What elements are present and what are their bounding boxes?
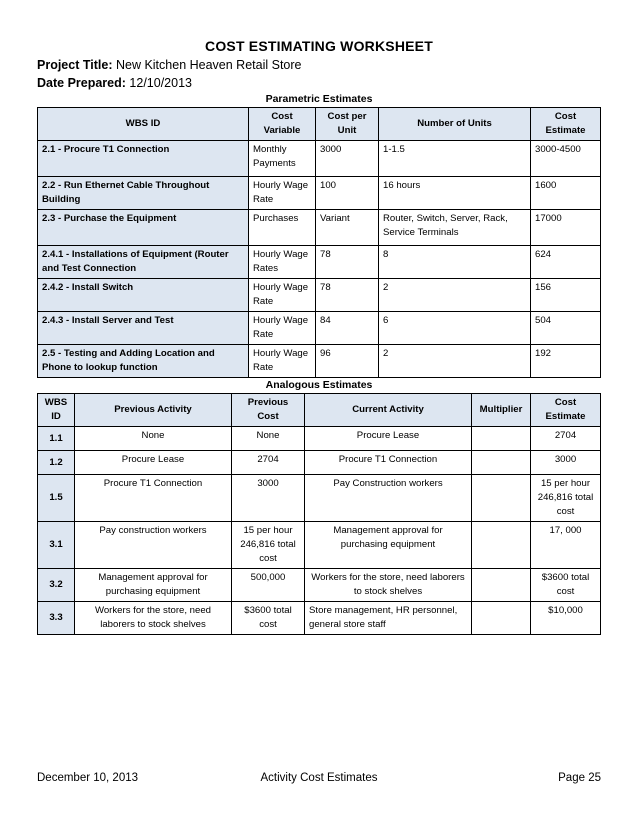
col-cost-estimate: Cost Estimate [531, 394, 601, 427]
table-cell: 3000-4500 [531, 141, 601, 177]
table-cell: $10,000 [531, 602, 601, 635]
table-row [38, 177, 601, 210]
table-cell [472, 522, 531, 569]
table-row [38, 427, 601, 451]
table-cell: Router, Switch, Server, Rack, Service Terminals [379, 210, 531, 246]
table-cell [472, 427, 531, 451]
table-cell: Store management, HR personnel, general store staff [305, 602, 472, 635]
table-cell: 78 [316, 279, 379, 312]
table-cell: Procure T1 Connection [75, 475, 232, 522]
table-cell: $3600 total cost [232, 602, 305, 635]
date-prepared-value: 12/10/2013 [129, 76, 192, 90]
table-cell: 156 [531, 279, 601, 312]
table-cell: 1.1 [38, 427, 75, 451]
table-cell: Management approval for purchasing equipment [75, 569, 232, 602]
table-cell: 1.5 [38, 475, 75, 522]
table-cell: 2 [379, 279, 531, 312]
table-cell: 2 [379, 345, 531, 378]
col-number-of-units: Number of Units [379, 108, 531, 141]
table-cell: Hourly Wage Rates [249, 246, 316, 279]
table-cell: 624 [531, 246, 601, 279]
table-row [38, 246, 601, 279]
col-previous-cost: Previous Cost [232, 394, 305, 427]
table-cell: Pay Construction workers [305, 475, 472, 522]
parametric-title: Parametric Estimates [265, 93, 373, 105]
parametric-table [37, 107, 601, 378]
project-title-label: Project Title: [37, 58, 113, 72]
col-wbs-id: WBS ID [38, 108, 249, 141]
table-cell: 3.1 [38, 522, 75, 569]
table-row [38, 475, 601, 522]
date-prepared-label: Date Prepared: [37, 76, 126, 90]
page-title: COST ESTIMATING WORKSHEET [205, 38, 433, 54]
table-cell: 2.1 - Procure T1 Connection [38, 141, 249, 177]
table-cell: Management approval for purchasing equipment [305, 522, 472, 569]
table-cell: 2704 [232, 451, 305, 475]
table-row [38, 569, 601, 602]
table-cell: None [232, 427, 305, 451]
table-cell: 100 [316, 177, 379, 210]
table-row [38, 141, 601, 177]
footer-date: December 10, 2013 [37, 772, 139, 784]
table-cell: 15 per hour 246,816 total cost [531, 475, 601, 522]
table-cell: 16 hours [379, 177, 531, 210]
table-row [38, 279, 601, 312]
table-cell [472, 602, 531, 635]
table-cell: 84 [316, 312, 379, 345]
analogous-title: Analogous Estimates [265, 379, 373, 391]
table-cell: 3000 [316, 141, 379, 177]
analogous-table [37, 393, 601, 635]
col-cost-variable: Cost Variable [249, 108, 316, 141]
table-cell: 1-1.5 [379, 141, 531, 177]
table-cell: 78 [316, 246, 379, 279]
table-cell: 3000 [531, 451, 601, 475]
project-title-value: New Kitchen Heaven Retail Store [115, 58, 302, 72]
table-cell: 500,000 [232, 569, 305, 602]
table-cell: 2.5 - Testing and Adding Location and Phone to lookup function [38, 345, 249, 378]
table-cell: Purchases [249, 210, 316, 246]
table-row [38, 345, 601, 378]
table-cell: Workers for the store, need laborers to stock shelves [305, 569, 472, 602]
table-cell: Hourly Wage Rate [249, 279, 316, 312]
col-wbs-id: WBS ID [38, 394, 75, 427]
table-row [38, 602, 601, 635]
table-cell [472, 475, 531, 522]
table-cell: 3.2 [38, 569, 75, 602]
table-cell: 15 per hour 246,816 total cost [232, 522, 305, 569]
table-cell: None [75, 427, 232, 451]
table-row [38, 312, 601, 345]
table-cell: Hourly Wage Rate [249, 177, 316, 210]
table-row [38, 210, 601, 246]
table-cell: 504 [531, 312, 601, 345]
table-cell: 2.4.2 - Install Switch [38, 279, 249, 312]
table-cell: Variant [316, 210, 379, 246]
col-previous-activity: Previous Activity [75, 394, 232, 427]
table-cell: Procure Lease [305, 427, 472, 451]
table-cell: 96 [316, 345, 379, 378]
table-cell: 192 [531, 345, 601, 378]
table-cell: $3600 total cost [531, 569, 601, 602]
table-cell: 17, 000 [531, 522, 601, 569]
table-cell [472, 451, 531, 475]
col-cost-estimate: Cost Estimate [531, 108, 601, 141]
col-multiplier: Multiplier [472, 394, 531, 427]
table-cell [472, 569, 531, 602]
parametric-header-row [38, 108, 601, 141]
table-cell: 17000 [531, 210, 601, 246]
footer-center: Activity Cost Estimates [260, 772, 378, 784]
table-cell: 2.2 - Run Ethernet Cable Throughout Building [38, 177, 249, 210]
table-cell: 2.3 - Purchase the Equipment [38, 210, 249, 246]
table-cell: 8 [379, 246, 531, 279]
table-cell: 2704 [531, 427, 601, 451]
date-prepared [37, 76, 192, 90]
table-cell: Hourly Wage Rate [249, 312, 316, 345]
analogous-header-row [38, 394, 601, 427]
table-cell: 3.3 [38, 602, 75, 635]
table-cell: 6 [379, 312, 531, 345]
table-cell: 1.2 [38, 451, 75, 475]
table-row [38, 522, 601, 569]
table-cell: Pay construction workers [75, 522, 232, 569]
table-cell: Monthly Payments [249, 141, 316, 177]
table-row [38, 451, 601, 475]
table-cell: 2.4.3 - Install Server and Test [38, 312, 249, 345]
table-cell: 2.4.1 - Installations of Equipment (Router and Test Connection [38, 246, 249, 279]
table-cell: 3000 [232, 475, 305, 522]
col-cost-per-unit: Cost per Unit [316, 108, 379, 141]
table-cell: Procure T1 Connection [305, 451, 472, 475]
table-cell: 1600 [531, 177, 601, 210]
col-current-activity: Current Activity [305, 394, 472, 427]
project-title [37, 58, 301, 72]
table-cell: Hourly Wage Rate [249, 345, 316, 378]
table-cell: Workers for the store, need laborers to stock shelves [75, 602, 232, 635]
footer-page: Page 25 [558, 772, 601, 784]
table-cell: Procure Lease [75, 451, 232, 475]
